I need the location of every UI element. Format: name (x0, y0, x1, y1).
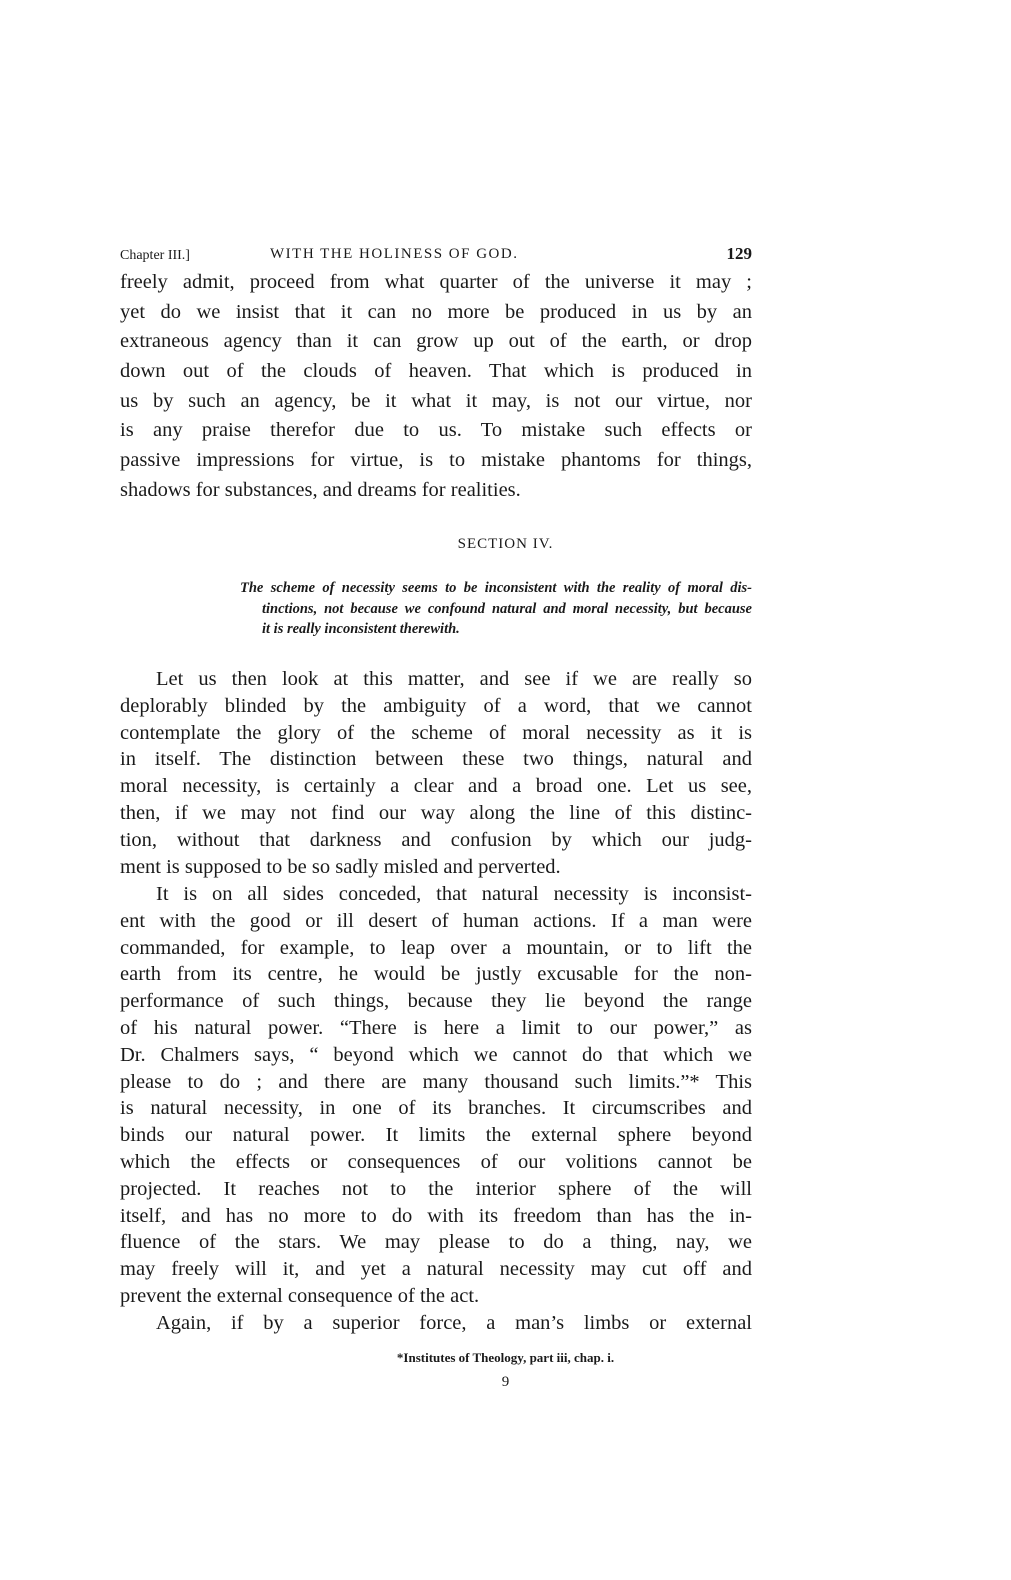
text-line: us by such an agency, be it what it may, is not our virtue, nor (120, 389, 752, 412)
text-line: ent with the good or ill desert of human actions. If a man were (120, 909, 752, 932)
text-line: is natural necessity, in one of its branches. It circumscribes and (120, 1097, 752, 1120)
text-line: moral necessity, is certainly a clear and a broad one. Let us see, (120, 775, 752, 798)
text-line: passive impressions for virtue, is to mistake phantoms for things, (120, 449, 752, 472)
text-line: Again, if by a superior force, a man’s limbs or external (156, 1312, 752, 1334)
summary-line: it is really inconsistent therewith. (262, 621, 460, 637)
text-line: deplorably blinded by the ambiguity of a word, that we cannot (120, 694, 752, 717)
text-line: of his natural power. “There is here a limit to our power,” as (120, 1016, 752, 1039)
text-line: then, if we may not find our way along the line of this distinc- (120, 801, 752, 824)
text-line: freely admit, proceed from what quarter of the universe it may ; (120, 271, 752, 293)
text-line: ment is supposed to be so sadly misled and perverted. (120, 855, 561, 878)
text-line: in itself. The distinction between these two things, natural and (120, 748, 752, 771)
paragraph-1 (120, 268, 752, 506)
text-line: It is on all sides conceded, that natural necessity is inconsist- (156, 883, 752, 905)
summary-line: tinctions, not because we confound natural and moral necessity, but because (262, 600, 752, 617)
text-line: prevent the external consequence of the act. (120, 1284, 480, 1307)
text-line: may freely will it, and yet a natural necessity may cut off and (120, 1258, 752, 1281)
chapter-label: Chapter III.] (120, 248, 190, 263)
text-line: is any praise therefor due to us. To mistake such effects or (120, 419, 752, 442)
text-line: tion, without that darkness and confusion by which our judg- (120, 828, 752, 851)
paragraph-3 (120, 881, 752, 1310)
text-line: which the effects or consequences of our volitions cannot be (120, 1150, 752, 1173)
summary-line: The scheme of necessity seems to be inconsistent with the reality of moral dis- (240, 580, 752, 596)
text-line: contemplate the glory of the scheme of moral necessity as it is (120, 721, 752, 744)
text-line: earth from its centre, he would be justly excusable for the non- (120, 963, 752, 986)
running-header (120, 246, 752, 270)
text-line: itself, and has no more to do with its freedom than has the in- (120, 1204, 752, 1227)
paragraph-2 (120, 666, 752, 880)
text-line: binds our natural power. It limits the external sphere beyond (120, 1124, 752, 1147)
text-line: performance of such things, because they lie beyond the range (120, 990, 752, 1013)
text-line: extraneous agency than it can grow up out of the earth, or drop (120, 330, 752, 353)
text-line: Let us then look at this matter, and see if we are really so (156, 668, 752, 690)
text-line: fluence of the stars. We may please to do a thing, nay, we (120, 1231, 752, 1254)
paragraph-4 (120, 1310, 752, 1337)
text-line: please to do ; and there are many thousand such limits.”* This (120, 1070, 752, 1093)
text-line: commanded, for example, to leap over a mountain, or to lift the (120, 936, 752, 959)
text-line: down out of the clouds of heaven. That which is produced in (120, 360, 752, 383)
section-summary (240, 578, 752, 640)
footnote: *Institutes of Theology, part iii, chap. i. (396, 1350, 615, 1365)
text-line: projected. It reaches not to the interior sphere of the will (120, 1177, 752, 1200)
section-heading: SECTION IV. (457, 536, 554, 552)
page-number: 129 (726, 244, 752, 263)
text-line: shadows for substances, and dreams for realities. (120, 478, 521, 501)
running-title: WITH THE HOLINESS OF GOD. (270, 246, 519, 262)
signature-mark: 9 (501, 1374, 510, 1390)
text-line: Dr. Chalmers says, “ beyond which we cannot do that which we (120, 1043, 752, 1066)
text-line: yet do we insist that it can no more be produced in us by an (120, 300, 752, 323)
